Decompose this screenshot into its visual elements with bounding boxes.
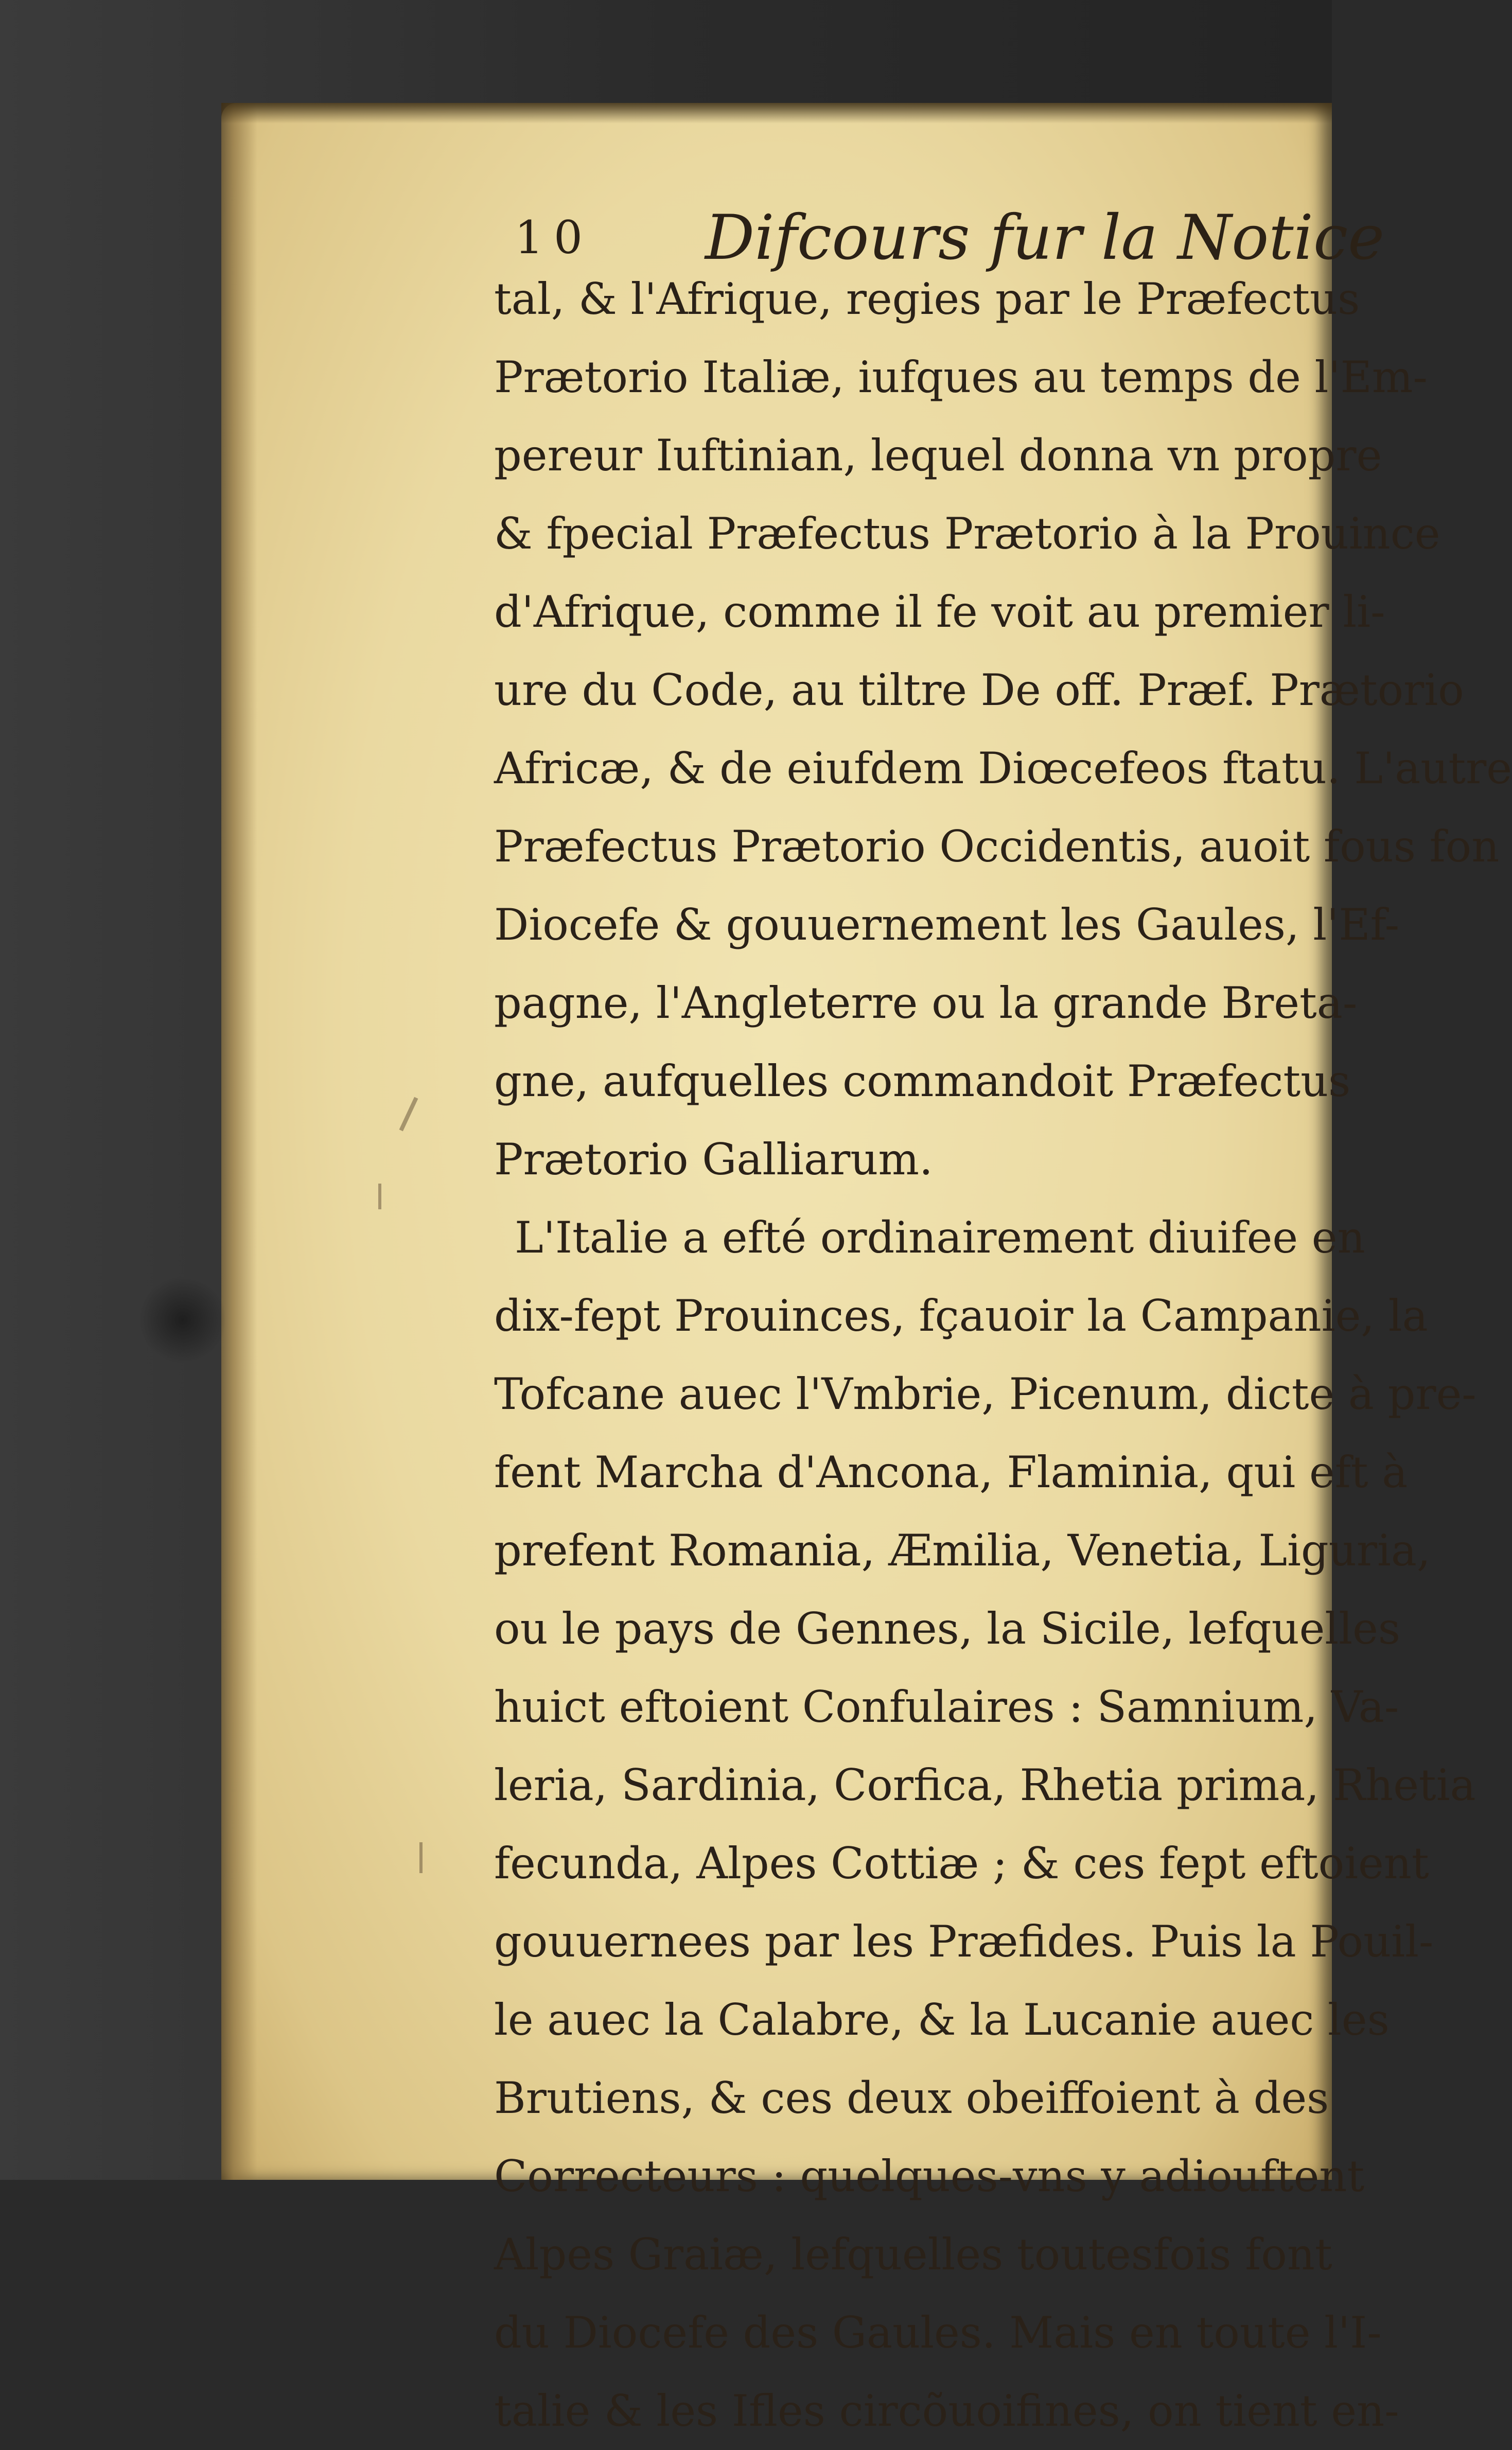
text-line: prefent Romania, Æmilia, Venetia, Liguria, [494,1525,1431,1576]
text-line: le auec la Calabre, & la Lucanie auec les [494,1995,1390,2045]
text-line: pagne, l'Angleterre ou la grande Breta- [494,978,1358,1028]
text-line: ou le pays de Gennes, la Sicile, lefquelles [494,1603,1400,1654]
text-line: Africæ, & de eiufdem Diœcefeos ftatu. L'autre [494,743,1512,794]
page-number: 10 [515,211,593,264]
text-line: dix-fept Prouinces, fçauoir la Campanie, la [494,1291,1428,1341]
text-line: Diocefe & gouuernement les Gaules, l'Ef- [494,900,1400,950]
text-line: tal, & l'Afrique, regies par le Præfectus [494,274,1360,324]
text-line: fecunda, Alpes Cottiæ ; & ces fept eftoient [494,1838,1429,1889]
text-line: d'Afrique, comme il fe voit au premier li- [494,587,1385,637]
text-line: Brutiens, & ces deux obeiffoient à des [494,2073,1329,2123]
text-line: fent Marcha d'Ancona, Flaminia, qui eft à [494,1447,1408,1497]
text-line: Prætorio Galliarum. [494,1134,933,1185]
text-line: & fpecial Præfectus Prætorio à la Prouince [494,508,1440,559]
text-line: Prætorio Italiæ, iufques au temps de l'Em- [494,352,1428,402]
text-line: Tofcane auec l'Vmbrie, Picenum, dicte à pre- [494,1369,1476,1419]
page-top-edge [221,103,1332,124]
text-line: ure du Code, au tiltre De off. Præf. Prætorio [494,665,1464,715]
text-line: Præfectus Prætorio Occidentis, auoit fous fon [494,821,1500,872]
text-line: gouuernees par les Præfides. Puis la Pouil- [494,1916,1434,1967]
text-line: du Diocefe des Gaules. Mais en toute l'I- [494,2307,1382,2358]
body-text [494,260,1512,2450]
pencil-mark [378,1184,381,1209]
paragraph-start-line: L'Italie a efté ordinairement diuifee en [515,1212,1365,1263]
text-line: pereur Iuftinian, lequel donna vn propre [494,430,1382,481]
page-tear-mark [139,1276,226,1364]
text-line: huict eftoient Confulaires : Samnium, Va- [494,1682,1399,1732]
running-title: Difcours fur la Notice [705,202,1385,274]
text-line: Correcteurs : quelques-vns y adiouftent [494,2151,1365,2201]
text-line: leria, Sardinia, Corfica, Rhetia prima, Rhetia [494,1760,1476,1810]
pencil-mark [419,1842,423,1873]
text-line: talie & les Ifles circõuoifines, on tient en- [494,2386,1399,2436]
text-line: gne, aufquelles commandoit Præfectus [494,1056,1351,1106]
page-gutter-shadow [221,103,257,2180]
text-line: Alpes Graiæ, lefquelles toutesfois font [494,2229,1332,2280]
